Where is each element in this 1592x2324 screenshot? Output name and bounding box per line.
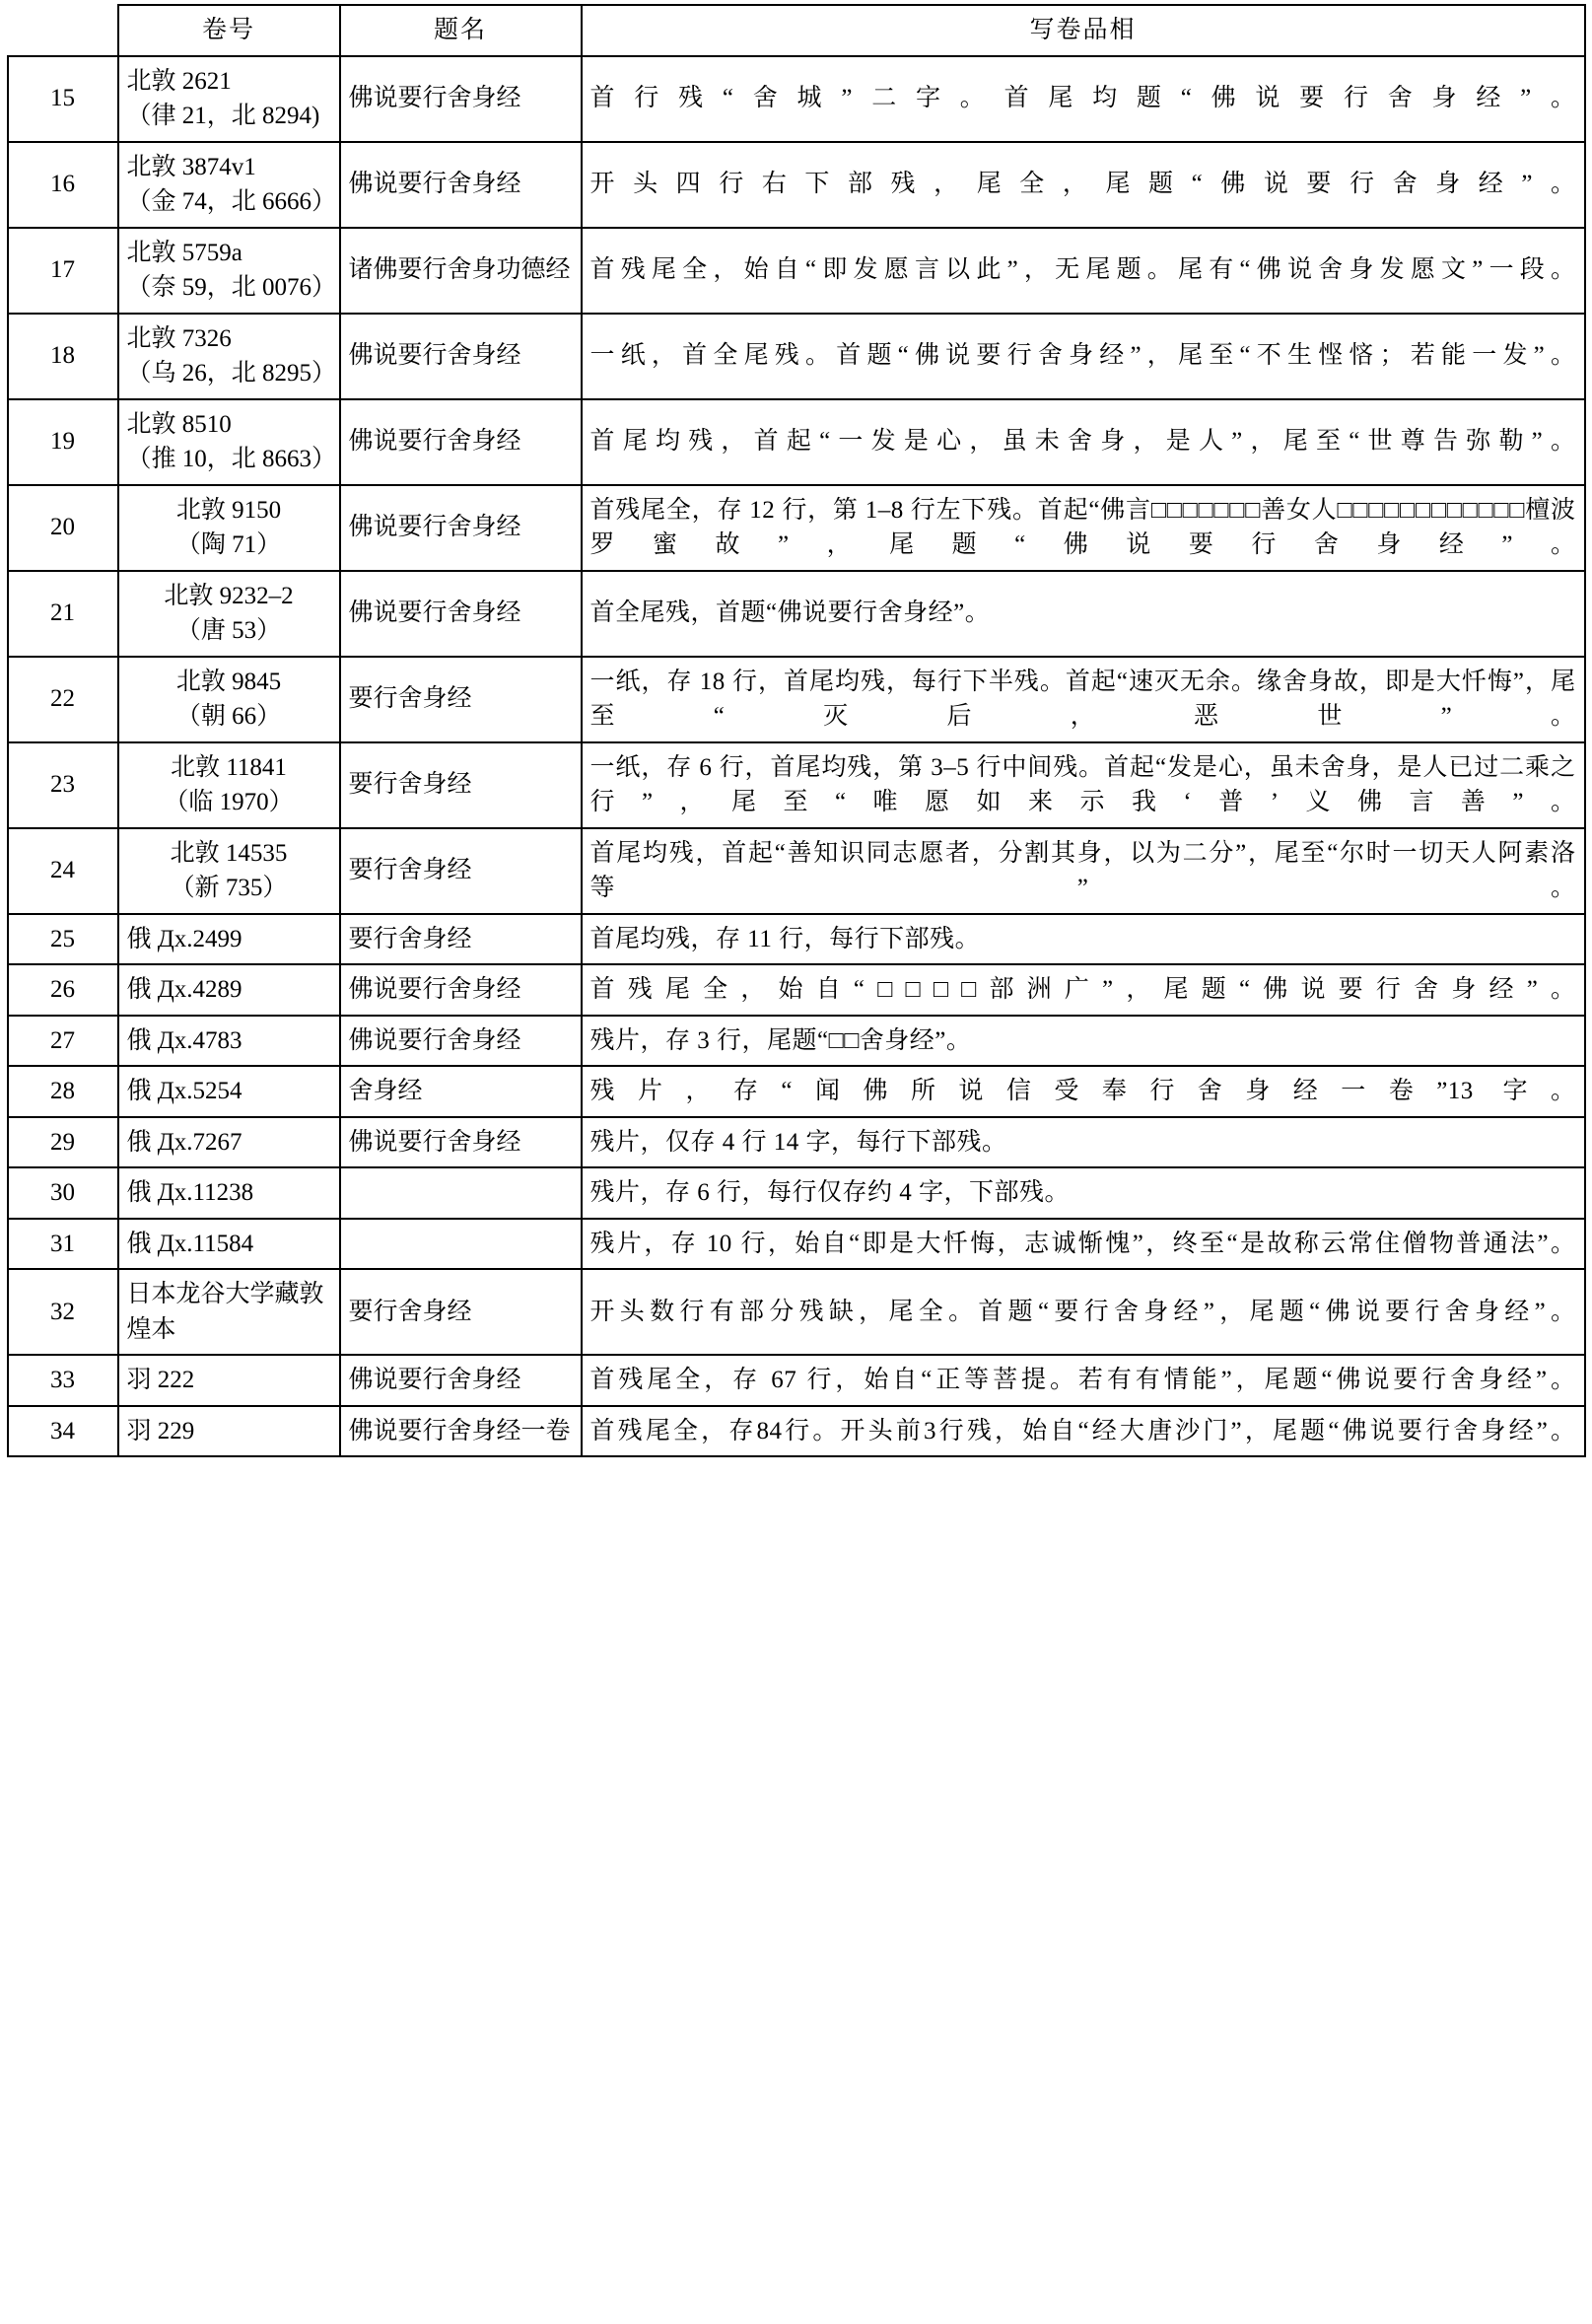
row-index: 23 — [8, 742, 118, 828]
row-volume — [118, 1355, 340, 1406]
table-body — [8, 56, 1585, 1457]
volume-line-2: （朝 66） — [175, 703, 282, 730]
table-row — [8, 1117, 1585, 1168]
row-condition: 首残尾全，始自“□□□□部洲广”，尾题“佛说要行舍身经”。 — [582, 964, 1585, 1016]
volume-line-2: （金 74，北 6666） — [126, 188, 337, 215]
volume-line-1: 俄 Дx.11584 — [126, 1230, 254, 1257]
row-title — [340, 1219, 582, 1270]
table-row — [8, 1406, 1585, 1457]
row-index: 27 — [8, 1016, 118, 1067]
row-index: 16 — [8, 142, 118, 228]
row-title: 佛说要行舍身经一卷 — [340, 1406, 582, 1457]
table-row — [8, 1016, 1585, 1067]
row-index: 24 — [8, 828, 118, 914]
table-row — [8, 964, 1585, 1016]
row-condition: 残片，存 6 行，每行仅存约 4 字，下部残。 — [582, 1167, 1585, 1219]
row-index: 15 — [8, 56, 118, 142]
row-volume — [118, 828, 340, 914]
row-volume — [118, 399, 340, 485]
row-title: 要行舍身经 — [340, 657, 582, 742]
table-row — [8, 142, 1585, 228]
row-title: 要行舍身经 — [340, 1269, 582, 1355]
row-condition: 残片，存 3 行，尾题“□□舍身经”。 — [582, 1016, 1585, 1067]
row-volume — [118, 1016, 340, 1067]
row-condition: 首残尾全，存 67 行，始自“正等菩提。若有有情能”，尾题“佛说要行舍身经”。 — [582, 1355, 1585, 1406]
row-index: 32 — [8, 1269, 118, 1355]
row-volume — [118, 1269, 340, 1355]
row-volume — [118, 571, 340, 657]
row-index: 33 — [8, 1355, 118, 1406]
row-volume — [118, 1167, 340, 1219]
row-volume — [118, 314, 340, 399]
row-volume — [118, 56, 340, 142]
table-row — [8, 657, 1585, 742]
table-row — [8, 1269, 1585, 1355]
volume-line-2: （唐 53） — [175, 617, 282, 644]
row-volume — [118, 964, 340, 1016]
table-row — [8, 399, 1585, 485]
row-index: 22 — [8, 657, 118, 742]
row-title: 佛说要行舍身经 — [340, 964, 582, 1016]
row-title — [340, 1167, 582, 1219]
volume-line-1: 羽 229 — [126, 1417, 195, 1444]
row-volume — [118, 485, 340, 571]
row-condition: 残片，存 10 行，始自“即是大忏悔，志诚惭愧”，终至“是故称云常住僧物普通法”。 — [582, 1219, 1585, 1270]
volume-line-1: 日本龙谷大学藏敦 — [126, 1281, 324, 1307]
volume-line-2: （新 735） — [170, 875, 288, 901]
row-volume — [118, 1066, 340, 1117]
table-row — [8, 1355, 1585, 1406]
volume-line-1: 北敦 2621 — [126, 67, 232, 95]
volume-line-2: 煌本 — [126, 1315, 176, 1343]
row-volume — [118, 657, 340, 742]
volume-line-2: （乌 26，北 8295） — [126, 360, 337, 387]
column-header-index — [8, 5, 118, 56]
row-title: 佛说要行舍身经 — [340, 485, 582, 571]
row-title: 佛说要行舍身经 — [340, 314, 582, 399]
volume-line-1: 北敦 14535 — [170, 839, 288, 867]
column-header-condition: 写卷品相 — [582, 5, 1585, 56]
table-row — [8, 56, 1585, 142]
volume-line-1: 羽 222 — [126, 1367, 195, 1393]
row-index: 17 — [8, 228, 118, 314]
volume-line-1: 北敦 7326 — [126, 324, 232, 352]
row-condition: 首行残“舍城”二字。首尾均题“佛说要行舍身经”。 — [582, 56, 1585, 142]
row-index: 31 — [8, 1219, 118, 1270]
volume-line-1: 北敦 3874v1 — [126, 153, 256, 180]
row-title: 佛说要行舍身经 — [340, 571, 582, 657]
table-row — [8, 828, 1585, 914]
table-row — [8, 485, 1585, 571]
row-condition: 首残尾全，始自“即发愿言以此”，无尾题。尾有“佛说舍身发愿文”一段。 — [582, 228, 1585, 314]
manuscript-table — [7, 4, 1586, 1457]
row-title: 要行舍身经 — [340, 914, 582, 965]
row-condition: 残片，存“闻佛所说信受奉行舍身经一卷”13 字。 — [582, 1066, 1585, 1117]
table-row — [8, 914, 1585, 965]
row-title: 舍身经 — [340, 1066, 582, 1117]
row-title: 佛说要行舍身经 — [340, 1355, 582, 1406]
row-condition: 一纸，首全尾残。首题“佛说要行舍身经”，尾至“不生悭悋；若能一发”。 — [582, 314, 1585, 399]
table-row — [8, 228, 1585, 314]
row-title: 要行舍身经 — [340, 828, 582, 914]
table-row — [8, 314, 1585, 399]
volume-line-1: 北敦 5759a — [126, 239, 242, 266]
row-index: 18 — [8, 314, 118, 399]
table-row — [8, 571, 1585, 657]
row-title: 佛说要行舍身经 — [340, 399, 582, 485]
row-index: 26 — [8, 964, 118, 1016]
volume-line-1: 俄 Дx.11238 — [126, 1179, 254, 1206]
volume-line-1: 北敦 8510 — [126, 410, 232, 438]
row-condition: 首尾均残，首起“善知识同志愿者，分割其身，以为二分”，尾至“尔时一切天人阿素洛等”。 — [582, 828, 1585, 914]
row-title: 佛说要行舍身经 — [340, 142, 582, 228]
row-index: 29 — [8, 1117, 118, 1168]
volume-line-1: 俄 Дx.7267 — [126, 1128, 242, 1156]
volume-line-2: （推 10，北 8663） — [126, 446, 337, 472]
row-volume — [118, 1117, 340, 1168]
row-condition: 一纸，存 6 行，首尾均残，第 3–5 行中间残。首起“发是心，虽未舍身，是人已过二乘之行”，尾至“唯愿如来示我‘普’义佛言善”。 — [582, 742, 1585, 828]
volume-line-1: 北敦 11841 — [171, 753, 287, 781]
row-index: 28 — [8, 1066, 118, 1117]
row-condition: 首尾均残，首起“一发是心，虽未舍身，是人”，尾至“世尊告弥勒”。 — [582, 399, 1585, 485]
row-condition: 开头四行右下部残，尾全，尾题“佛说要行舍身经”。 — [582, 142, 1585, 228]
row-title: 佛说要行舍身经 — [340, 1016, 582, 1067]
volume-line-1: 俄 Дx.4289 — [126, 976, 242, 1003]
column-header-volume: 卷号 — [118, 5, 340, 56]
table-row — [8, 1066, 1585, 1117]
row-title: 诸佛要行舍身功德经 — [340, 228, 582, 314]
volume-line-1: 北敦 9232–2 — [164, 582, 294, 609]
volume-line-2: （律 21，北 8294) — [126, 103, 320, 129]
row-title: 佛说要行舍身经 — [340, 56, 582, 142]
volume-line-1: 俄 Дx.4783 — [126, 1026, 242, 1054]
row-condition: 首残尾全，存 12 行，第 1–8 行左下残。首起“佛言□□□□□□□善女人□□□□□□□□□□□□檀波罗蜜故”，尾题“佛说要行舍身经”。 — [582, 485, 1585, 571]
volume-line-1: 北敦 9150 — [175, 496, 282, 524]
row-index: 25 — [8, 914, 118, 965]
volume-line-2: （陶 71） — [175, 531, 282, 558]
volume-line-2: （临 1970） — [164, 789, 294, 815]
row-volume — [118, 742, 340, 828]
table-header — [8, 5, 1585, 56]
column-header-title: 题名 — [340, 5, 582, 56]
row-title: 佛说要行舍身经 — [340, 1117, 582, 1168]
row-condition: 首残尾全，存84行。开头前3行残，始自“经大唐沙门”，尾题“佛说要行舍身经”。 — [582, 1406, 1585, 1457]
row-volume — [118, 914, 340, 965]
row-volume — [118, 142, 340, 228]
table-row — [8, 1219, 1585, 1270]
row-title: 要行舍身经 — [340, 742, 582, 828]
row-index: 34 — [8, 1406, 118, 1457]
row-index: 30 — [8, 1167, 118, 1219]
row-condition: 一纸，存 18 行，首尾均残，每行下半残。首起“速灭无余。缘舍身故，即是大忏悔”，尾至“灭后，恶世”。 — [582, 657, 1585, 742]
row-volume — [118, 1406, 340, 1457]
row-volume — [118, 228, 340, 314]
volume-line-1: 北敦 9845 — [175, 668, 282, 695]
row-volume — [118, 1219, 340, 1270]
row-index: 20 — [8, 485, 118, 571]
table-row — [8, 742, 1585, 828]
header-row — [8, 5, 1585, 56]
row-condition: 残片，仅存 4 行 14 字，每行下部残。 — [582, 1117, 1585, 1168]
row-condition: 首全尾残，首题“佛说要行舍身经”。 — [582, 571, 1585, 657]
table-row — [8, 1167, 1585, 1219]
volume-line-1: 俄 Дx.5254 — [126, 1078, 242, 1104]
row-index: 19 — [8, 399, 118, 485]
volume-line-1: 俄 Дx.2499 — [126, 925, 242, 952]
row-condition: 首尾均残，存 11 行，每行下部残。 — [582, 914, 1585, 965]
row-condition: 开头数行有部分残缺，尾全。首题“要行舍身经”，尾题“佛说要行舍身经”。 — [582, 1269, 1585, 1355]
row-index: 21 — [8, 571, 118, 657]
volume-line-2: （奈 59，北 0076） — [126, 274, 337, 301]
